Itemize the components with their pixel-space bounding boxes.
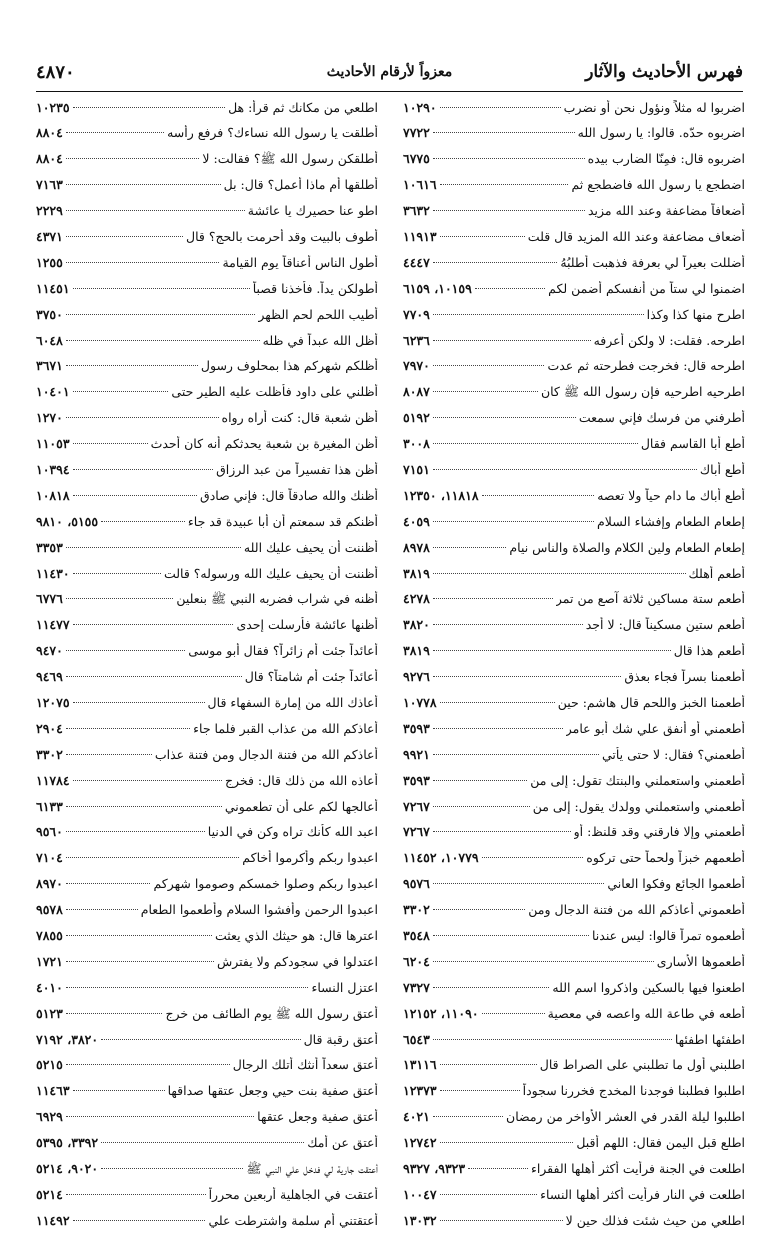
entry-ref: ٣٥٤٨ — [403, 928, 430, 943]
leader-dots — [433, 431, 638, 445]
entry-ref: ١٠١٥٩، ٦١٥٩ — [403, 280, 472, 296]
entry-ref: ١٠٧٧٨ — [403, 694, 437, 710]
leader-dots — [433, 560, 686, 574]
entry-text: أعتق عن أمك — [307, 1135, 378, 1151]
entry-ref: ١٣٠٣٢ — [403, 1212, 437, 1228]
entry-text: أعاذكم الله من فتنة الدجال ومن فتنة عذاب — [154, 746, 378, 762]
entry-ref: ١٢٥٥ — [36, 254, 63, 270]
leader-dots — [66, 405, 219, 419]
entry-ref: ١٠٣٩٤ — [36, 461, 70, 477]
entry-text: أطلقت يا رسول الله نساءك؟ فرفع رأسه — [167, 125, 378, 141]
index-entry — [403, 253, 745, 279]
entry-ref: ١١٤٦٣ — [36, 1083, 70, 1099]
entry-text: اعبد الله كأنك تراه وكن في الدنيا — [207, 824, 378, 840]
entry-ref: ١٠٦١٦ — [403, 177, 437, 193]
entry-ref: ١١٠٥٣ — [36, 436, 70, 452]
entry-text: اعترها قال: هو حيثك الذي يعثت — [215, 928, 378, 943]
entry-ref: ١٢٠٧٥ — [36, 694, 70, 710]
entry-text: اطلعي من مكانك ثم قرأ: هل — [228, 99, 378, 115]
entry-ref: ٣٥٩٣ — [403, 720, 430, 736]
entry-ref: ٧٣٢٧ — [403, 979, 430, 995]
entry-text: اطفئها اطفئها — [674, 1031, 745, 1047]
entry-text: أعائداً جئت أم شامتاً؟ قال — [244, 669, 378, 685]
entry-text: اطرح منها كذا وكذا — [646, 306, 745, 322]
leader-dots — [433, 405, 576, 419]
entry-ref: ٣٨٢٠ — [403, 617, 430, 633]
leader-dots — [73, 560, 161, 574]
entry-text: أطعمني أو أنفق علي شك أبو عامر — [565, 720, 745, 736]
leader-dots — [66, 715, 190, 729]
leader-dots — [66, 664, 242, 678]
page-header — [36, 62, 743, 90]
entry-ref: ٧٢٦٧ — [403, 798, 430, 814]
leader-dots — [66, 249, 220, 263]
leader-dots — [433, 120, 575, 134]
leader-dots — [66, 871, 151, 885]
entry-ref: ٣٣٩٢، ٥٣٩٥ — [36, 1135, 99, 1151]
leader-dots — [482, 482, 595, 496]
entry-ref: ١٠٤٠١ — [36, 384, 70, 400]
entry-ref: ٧٢٦٧ — [403, 824, 430, 840]
leader-dots — [433, 793, 530, 807]
entry-ref: ٣٠٠٨ — [403, 436, 430, 452]
entry-ref: ٦٥٤٣ — [403, 1031, 430, 1047]
entry-text: أعتق صفية بنت حيي وجعل عتقها صداقها — [167, 1083, 378, 1099]
entry-text: أطعموا الجائع وفكوا العاني — [607, 876, 745, 892]
leader-dots — [66, 353, 198, 367]
entry-text: أطعمهم خبزاً ولحماً حتى تركوه — [586, 850, 745, 866]
entry-ref: ٣٣٠٢ — [403, 902, 430, 918]
entry-text: أضعافاً مضاعفة وعند الله مزيد — [587, 203, 745, 219]
entry-ref: ٦٢٣٦ — [403, 332, 430, 348]
entry-ref: ٧٨٥٥ — [36, 928, 63, 943]
leader-dots — [440, 1207, 563, 1221]
entry-ref: ٩٥٧٨ — [36, 902, 63, 918]
entry-text: أعتق سعداً أنثك أتلك الرجال — [232, 1057, 378, 1073]
entry-text: أظنها عائشة فأرسلت إحدى — [236, 617, 378, 633]
entry-ref: ٧١٠٤ — [36, 850, 63, 866]
leader-dots — [433, 819, 571, 833]
index-entry — [403, 978, 745, 1004]
entry-ref: ١٠٢٩٠ — [403, 99, 437, 115]
entry-text: أعتق صفية وجعل عتقها — [257, 1109, 378, 1125]
book-title: فهرس الأحاديث والآثار — [585, 62, 743, 82]
entry-ref: ٣٧٥٠ — [36, 306, 63, 322]
leader-dots — [440, 223, 525, 237]
entry-text: اطلع قبل اليمن فقال: اللهم أقبل — [576, 1135, 745, 1151]
entry-ref: ٩٤٦٩ — [36, 669, 63, 685]
entry-text: أطع أباك — [699, 461, 745, 477]
entry-text: أطعمني؟ فقال: لا حتى يأتي — [601, 746, 745, 762]
entry-text: أعاذه الله من ذلك قال: فخرج — [224, 772, 378, 788]
entry-ref: ٦٠٤٨ — [36, 332, 63, 348]
leader-dots — [440, 94, 561, 108]
leader-dots — [433, 897, 525, 911]
entry-text: أطيب اللحم لحم الظهر — [258, 306, 378, 322]
leader-dots — [433, 1104, 503, 1118]
entry-ref: ٧١٥١ — [403, 461, 430, 477]
entry-ref: ٤٠٥٩ — [403, 513, 430, 529]
leader-dots — [101, 508, 185, 522]
entry-text: أطولكن يداً. فأخذنا قصباً — [252, 280, 378, 296]
entry-text: أطعم أهلك — [688, 565, 745, 581]
leader-dots — [66, 1052, 230, 1066]
entry-text: أظلني على داود فأظلت عليه الطير حتى — [171, 384, 378, 400]
entry-text: أطعموه تمراً قالوا: ليس عندنا — [592, 928, 745, 943]
entry-ref: ٧١٦٣ — [36, 177, 63, 193]
entry-text: أطعموني أعاذكم الله من فتنة الدجال ومن — [528, 902, 745, 918]
leader-dots — [66, 819, 205, 833]
entry-ref: ١١٩١٣ — [403, 228, 437, 244]
entry-text: اطعنوا فيها بالسكين واذكروا اسم الله — [552, 979, 745, 995]
entry-text: أعائداً جئت أم زائراً؟ فقال أبو موسى — [188, 643, 378, 659]
leader-dots — [73, 612, 234, 626]
entry-text: اضربوه قال: فمِنّا الضارب بيده — [587, 151, 745, 167]
entry-text: أطعمنا الخبز واللحم قال هاشم: حين — [557, 694, 745, 710]
entry-text: أظننت أن يحيف عليك الله — [243, 539, 378, 555]
entry-text: أظن هذا تفسيراً من عبد الرزاق — [216, 461, 378, 477]
entry-ref: ١١٧٨٤ — [36, 772, 70, 788]
entry-text: اطرحه قال: فخرجت فطرحته ثم عدت — [547, 358, 745, 374]
entry-text: اعبدوا ربكم وصلوا خمسكم وصوموا شهركم — [153, 876, 378, 892]
leader-dots — [101, 1026, 300, 1040]
leader-dots — [440, 1181, 538, 1195]
leader-dots — [66, 534, 241, 548]
entry-ref: ٦٧٧٥ — [403, 151, 430, 167]
entry-ref: ٣٣٥٣ — [36, 539, 63, 555]
entry-text: أطلقكن رسول الله ﷺ؟ فقالت: لا — [202, 151, 378, 167]
entry-ref: ١٢٧٠ — [36, 410, 63, 426]
index-entry — [36, 486, 378, 512]
leader-dots — [433, 974, 550, 988]
entry-text: أظننت أن يحيف عليك الله ورسوله؟ قالت — [163, 565, 378, 581]
leader-dots — [66, 172, 221, 186]
entry-text: أظلكم شهركم هذا بمحلوف رسول — [200, 358, 378, 374]
entry-ref: ٣٥٩٣ — [403, 772, 430, 788]
leader-dots — [433, 456, 697, 470]
entry-ref: ١١٨١٨، ١٢٣٥٠ — [403, 487, 479, 503]
entry-ref: ٤٢٧٨ — [403, 591, 430, 607]
leader-dots — [73, 431, 148, 445]
leader-dots — [433, 198, 585, 212]
entry-text: أضعاف مضاعفة وعند الله المزيد قال قلت — [527, 228, 745, 244]
entry-text: أعتقت جارية لي فدخل علي النبي ﷺ — [246, 1161, 378, 1177]
leader-dots — [433, 1026, 672, 1040]
index-entry — [36, 1211, 378, 1237]
entry-ref: ٣٨١٩ — [403, 643, 430, 659]
entry-ref: ٨٩٧٠ — [36, 876, 63, 892]
leader-dots — [433, 948, 654, 962]
section-title: معزواً لأرقام الأحاديث — [326, 64, 453, 80]
leader-dots — [440, 1078, 520, 1092]
entry-ref: ٢٢٢٩ — [36, 203, 63, 219]
leader-dots — [66, 974, 309, 988]
entry-ref: ٧٩٧٠ — [403, 358, 430, 374]
leader-dots — [482, 1000, 545, 1014]
leader-dots — [73, 767, 222, 781]
leader-dots — [468, 1156, 528, 1170]
page-number: ٤٨٧٠ — [36, 62, 75, 83]
entry-ref: ١٢٧٤٢ — [403, 1135, 437, 1151]
entry-ref: ٤٣٧١ — [36, 228, 63, 244]
leader-dots — [73, 456, 214, 470]
entry-text: اطلعت في الجنة فرأيت أكثر أهلها الفقراء — [530, 1161, 745, 1177]
left-column — [36, 98, 378, 1237]
leader-dots — [73, 275, 250, 289]
index-entry — [403, 1211, 745, 1237]
leader-dots — [73, 482, 197, 496]
leader-dots — [433, 379, 538, 393]
leader-dots — [66, 223, 183, 237]
entry-ref: ٤٤٤٧ — [403, 254, 430, 270]
leader-dots — [73, 94, 226, 108]
entry-ref: ٥١٩٢ — [403, 410, 430, 426]
entry-text: أظن شعبة قال: كنت أراه رواه — [221, 410, 378, 426]
entry-text: أطلقها أم ماذا أعمل؟ قال: بل — [223, 177, 378, 193]
entry-text: اطرحيه اطرحيه فإن رسول الله ﷺ كان — [540, 384, 745, 400]
leader-dots — [433, 871, 604, 885]
leader-dots — [73, 1078, 165, 1092]
leader-dots — [475, 275, 545, 289]
entry-ref: ٩٩٢١ — [403, 746, 430, 762]
leader-dots — [433, 508, 594, 522]
entry-ref: ١٣١١٦ — [403, 1057, 437, 1073]
entry-text: اعبدوا الرحمن وأفشوا السلام وأطعموا الطعام — [140, 902, 378, 918]
entry-ref: ٥٢١٤ — [36, 1186, 63, 1202]
entry-text: اعتدلوا في سجودكم ولا يفترش — [216, 953, 378, 969]
entry-ref: ٨٨٠٤ — [36, 151, 63, 167]
entry-text: اطلبني أول ما تطلبني على الصراط قال — [539, 1057, 745, 1073]
entry-text: اطرحه. فقلت: لا ولكن أعرفه — [593, 332, 745, 348]
leader-dots — [433, 923, 589, 937]
leader-dots — [73, 379, 169, 393]
entry-ref: ٩٥٦٠ — [36, 824, 63, 840]
entry-ref: ٦٢٠٤ — [403, 953, 430, 969]
entry-ref: ١٠٢٣٥ — [36, 99, 70, 115]
leader-dots — [73, 1207, 206, 1221]
entry-ref: ٢٩٠٤ — [36, 720, 63, 736]
entry-ref: ٣٦٧١ — [36, 358, 63, 374]
right-column — [403, 98, 745, 1237]
leader-dots — [66, 301, 256, 315]
entry-ref: ١١٠٩٠، ١٢١٥٢ — [403, 1005, 479, 1021]
leader-dots — [433, 612, 583, 626]
entry-ref: ٧٧٢٢ — [403, 125, 430, 141]
entry-text: أطع أبا القاسم فقال — [640, 436, 745, 452]
entry-text: اضمنوا لي ستاً من أنفسكم أضمن لكم — [548, 280, 745, 296]
entry-ref: ١٠٧٧٩، ١١٤٥٢ — [403, 850, 479, 866]
leader-dots — [433, 353, 545, 367]
entry-ref: ٧٧٠٩ — [403, 306, 430, 322]
entry-text: أطعمني واستعملني والبنتك تقول: إلى من — [530, 772, 745, 788]
entry-text: أظن المغيرة بن شعبة يحدثكم أنه كان أحدث — [150, 436, 378, 452]
entry-text: أطعمني وإلا فارقني وقد قلنظ: أو — [573, 824, 745, 840]
entry-ref: ١٧٢١ — [36, 953, 63, 969]
leader-dots — [66, 146, 200, 160]
entry-text: أعتق رقبة قال — [303, 1031, 378, 1047]
leader-dots — [433, 767, 527, 781]
entry-ref: ٩٣٢٣، ٩٣٢٧ — [403, 1161, 466, 1177]
entry-text: اطلبوا فطلبنا فوجدنا المخدج فخررنا سجوداً — [522, 1083, 745, 1099]
entry-text: اضربوا له مثلاً ونؤول نحن أو نضرب — [563, 99, 745, 115]
entry-text: اعتزل النساء — [311, 979, 378, 995]
entry-text: أطعمني واستعملني وولدك يقول: إلى من — [532, 798, 745, 814]
entry-ref: ٩٢٧٦ — [403, 669, 430, 685]
leader-dots — [433, 146, 585, 160]
leader-dots — [433, 664, 621, 678]
entry-text: أطعم ستين مسكيناً قال: لا أجد — [585, 617, 745, 633]
entry-ref: ٥١٥٥، ٩٨١٠ — [36, 513, 99, 529]
entry-text: أعتقتني أم سلمة واشترطت علي — [208, 1212, 378, 1228]
entry-ref: ٨٠٨٧ — [403, 384, 430, 400]
entry-text: اطلعي من حيث شئت فذلك حين لا — [565, 1212, 745, 1228]
entry-text: أطع أباك ما دام حياً ولا تعصه — [597, 487, 745, 503]
entry-ref: ٦٧٧٦ — [36, 591, 63, 607]
entry-ref: ٣٣٠٢ — [36, 746, 63, 762]
leader-dots — [66, 793, 222, 807]
leader-dots — [66, 845, 239, 859]
leader-dots — [66, 638, 185, 652]
entry-text: أضللت بعيراً لي بعرفة فذهبت أطلبُهُ — [560, 254, 745, 270]
entry-text: أطول الناس أعناقاً يوم القيامة — [222, 254, 378, 270]
entry-ref: ١١٤٧٧ — [36, 617, 70, 633]
leader-dots — [433, 638, 671, 652]
entry-text: أطعم ستة مساكين ثلاثة آصع من تمر — [555, 591, 745, 607]
entry-text: اضطجع يا رسول الله فاضطجع ثم — [571, 177, 745, 193]
entry-text: أطعم هذا قال — [673, 643, 745, 659]
entry-ref: ٩٤٧٠ — [36, 643, 63, 659]
entry-text: اطلبوا ليلة القدر في العشر الأواخر من رمضان — [506, 1109, 745, 1125]
leader-dots — [66, 741, 152, 755]
leader-dots — [66, 1000, 163, 1014]
entry-ref: ٣٦٣٢ — [403, 203, 430, 219]
entry-ref: ٥١٢٣ — [36, 1005, 63, 1021]
entry-text: أطعمنا بسراً فجاء بعذق — [624, 669, 745, 685]
leader-dots — [433, 741, 599, 755]
entry-text: اعبدوا ربكم وأكرموا أخاكم — [242, 850, 378, 866]
leader-dots — [66, 327, 260, 341]
entry-text: إطعام الطعام ولين الكلام والصلاة والناس نيام — [509, 539, 745, 555]
leader-dots — [433, 715, 563, 729]
leader-dots — [66, 1181, 206, 1195]
entry-ref: ٣٨١٩ — [403, 565, 430, 581]
entry-text: اطو عنا حصيرك يا عائشة — [247, 203, 378, 219]
entry-text: أطرفني من فرسك فإني سمعت — [578, 410, 745, 426]
entry-text: إطعام الطعام وإفشاء السلام — [597, 513, 745, 529]
entry-ref: ٨٨٠٤ — [36, 125, 63, 141]
entry-ref: ٦١٣٣ — [36, 798, 63, 814]
leader-dots — [433, 249, 557, 263]
leader-dots — [66, 897, 138, 911]
entry-text: أعتقت في الجاهلية أربعين محرراً — [208, 1186, 378, 1202]
entry-text: أطوف بالبيت وقد أحرمت بالحج؟ قال — [186, 228, 378, 244]
entry-ref: ١٠٠٤٧ — [403, 1186, 437, 1202]
entry-text: أطعموها الأسارى — [656, 953, 745, 969]
entry-text: أعتق رسول الله ﷺ يوم الطائف من خرج — [165, 1005, 378, 1021]
leader-dots — [433, 327, 591, 341]
entry-ref: ٤٠٢١ — [403, 1109, 430, 1125]
leader-dots — [101, 1156, 243, 1170]
entry-ref: ٦٩٢٩ — [36, 1109, 63, 1125]
leader-dots — [433, 301, 644, 315]
entry-text: أطعه في طاعة الله واعصه في معصية — [547, 1005, 745, 1021]
entry-ref: ٤٠١٠ — [36, 979, 63, 995]
entry-ref: ٩٠٢٠، ٥٢١٤ — [36, 1161, 99, 1177]
entry-ref: ١٠٨١٨ — [36, 487, 70, 503]
leader-dots — [482, 845, 584, 859]
entry-ref: ١٢٣٧٣ — [403, 1083, 437, 1099]
leader-dots — [66, 948, 214, 962]
entry-ref: ١١٤٥١ — [36, 280, 70, 296]
leader-dots — [433, 534, 507, 548]
entry-text: أعالجها لكم على أن تطعموني — [224, 798, 378, 814]
leader-dots — [440, 1052, 537, 1066]
entry-text: اضربوه حدّه. قالوا: يا رسول الله — [577, 125, 745, 141]
entry-text: أعاذك الله من إمارة السفهاء قال — [207, 694, 378, 710]
entry-text: أظل الله عبداً في ظله — [262, 332, 378, 348]
entry-text: أعاذكم الله من عذاب القبر فلما جاء — [193, 720, 378, 736]
leader-dots — [66, 1104, 254, 1118]
entry-ref: ١١٤٣٠ — [36, 565, 70, 581]
entry-ref: ٣٨٢٠، ٧١٩٢ — [36, 1031, 99, 1047]
entry-ref: ٨٩٧٨ — [403, 539, 430, 555]
entry-ref: ٩٥٧٦ — [403, 876, 430, 892]
leader-dots — [66, 120, 164, 134]
entry-text: اطلعت في النار فرأيت أكثر أهلها النساء — [540, 1186, 745, 1202]
leader-dots — [66, 586, 173, 600]
header-rule — [36, 91, 743, 92]
leader-dots — [66, 198, 245, 212]
leader-dots — [73, 689, 205, 703]
entry-ref: ١١٤٩٢ — [36, 1212, 70, 1228]
leader-dots — [433, 586, 553, 600]
leader-dots — [440, 689, 555, 703]
index-entry — [403, 1134, 745, 1160]
leader-dots — [440, 172, 569, 186]
leader-dots — [66, 923, 212, 937]
entry-ref: ٥٢١٥ — [36, 1057, 63, 1073]
entry-text: أظنكم قد سمعتم أن أبا عبيدة قد جاء — [187, 513, 378, 529]
entry-text: أظنك والله صادقاً قال: فإني صادق — [200, 487, 378, 503]
entry-text: أظنه في شراب فضربه النبي ﷺ بنعلين — [176, 591, 378, 607]
